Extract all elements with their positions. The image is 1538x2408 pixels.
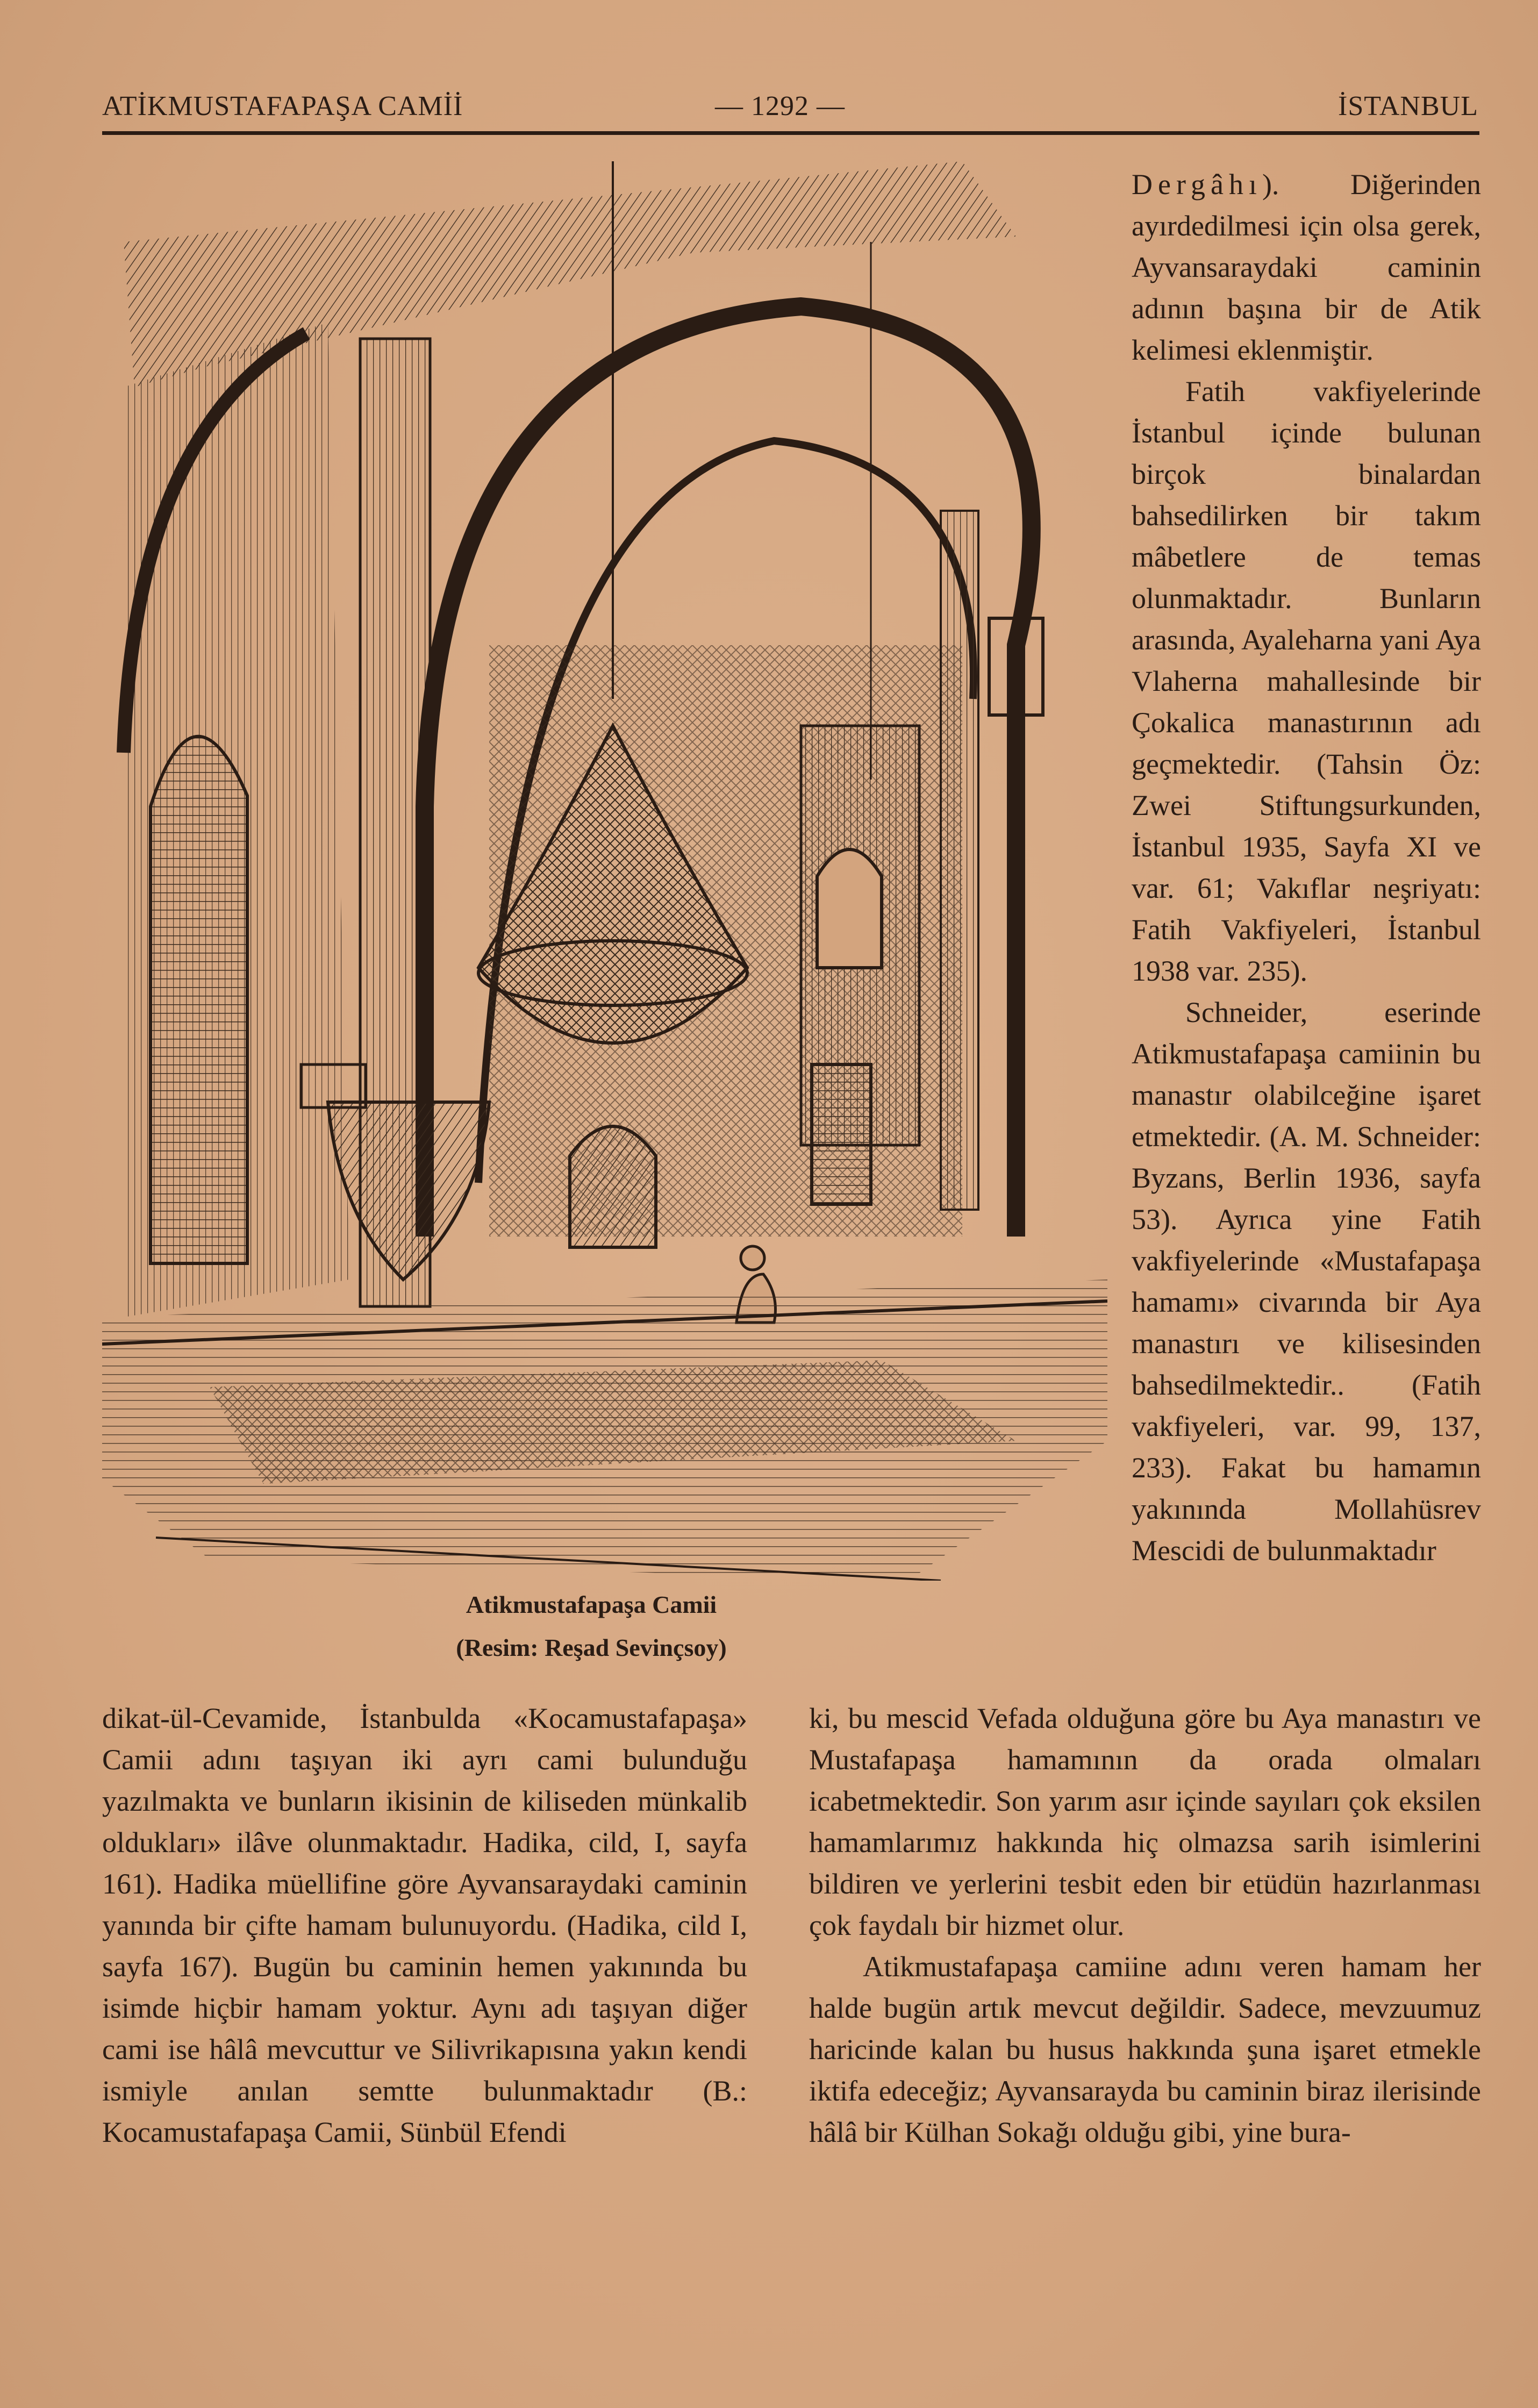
paragraph: Schneider, eserinde Atikmustafapaşa camiinin bu manastır olabilceğine işaret etmektedir. (A. M. Schneider: Byzans, Berlin 1936, sayfa 53). Ayrıca yine Fatih vakfiyelerinde «Mustafapaşa hamamı» civarında bir Aya manastırı ve kilisesinden bahsedilmektedir.. (Fatih vakfiyeleri, var. 99, 137, 233). Fakat bu hamamın yakınında Mollahüsrev Mescidi de bulunmaktadır — [1132, 996, 1481, 1567]
paragraph-text: ). Diğerinden ayırdedilmesi için olsa gerek, Ayvansaraydaki caminin adının başına bir de Atik kelimesi eklenmiştir. — [1132, 168, 1481, 366]
section-title: İSTANBUL — [1338, 91, 1478, 122]
left-column — [102, 1698, 747, 2153]
figure-caption-title: Atikmustafapaşa Camii — [466, 1591, 717, 1618]
right-column-top — [1132, 164, 1481, 1571]
header-rule — [102, 131, 1479, 135]
paragraph: ki, bu mescid Vefada olduğuna göre bu Aya manastırı ve Mustafapaşa hamamının da orada olmaları icabetmektedir. Son yarım asır içinde sayıları çok eksilen hamamlarımız hakkında hiç olmazsa sarih isimlerini bildiren ve yerlerini tesbit eden bir etüdün hazırlanması çok faydalı bir hizmet olur. — [809, 1702, 1481, 1941]
paragraph — [1132, 164, 1481, 371]
dergahi-word: Dergâhı — [1132, 168, 1262, 201]
page-number: — 1292 — — [715, 91, 845, 122]
running-title: ATİKMUSTAFAPAŞA CAMİİ — [102, 91, 463, 122]
figure-caption-credit: (Resim: Reşad Sevinçsoy) — [456, 1634, 727, 1661]
paragraph: Atikmustafapaşa camiine adını veren hamam her halde bugün artık mevcut değildir. Sadece, mevzuumuz haricinde kalan bu husus hakkında şuna işaret etmekle iktifa edeceğiz; Ayvansarayda bu caminin biraz ilerisinde hâlâ bir Külhan Sokağı olduğu gibi, yine bura- — [809, 1950, 1481, 2148]
paragraph: Fatih vakfiyelerinde İstanbul içinde bulunan birçok binalardan bahsedilirken bir takım mâbetlere de temas olunmaktadır. Bunların arasında, Ayaleharna yani Aya Vlaherna mahallesinde bir Çokalica manastırının adı geçmektedir. (Tahsin Öz: Zwei Stiftungsurkunden, İstanbul 1935, Sayfa XI ve var. 61; Vakıflar neşriyatı: Fatih Vakfiyeleri, İstanbul 1938 var. 235). — [1132, 375, 1481, 987]
right-column-bottom — [809, 1698, 1481, 2153]
page-header — [102, 81, 1478, 129]
mosque-interior-illustration — [102, 161, 1107, 1581]
paragraph: dikat-ül-Cevamide, İstanbulda «Kocamustafapaşa» Camii adını taşıyan iki ayrı cami bulunduğu yazılmakta ve bunların ikisinin de kiliseden münkalib oldukları» ilâve olunmaktadır. Hadika, cild, I, sayfa 161). Hadika müellifine göre Ayvansaraydaki caminin yanında bir çifte hamam bulunuyordu. (Hadika, cild I, sayfa 167). Bugün bu caminin hemen yakınında bu isimde hiçbir hamam yoktur. Aynı adı taşıyan diğer cami ise hâlâ mevcuttur ve Silivrikapısına yakın kendi ismiyle anılan semtte bulunmaktadır (B.: Kocamustafapaşa Camii, Sünbül Efendi — [102, 1702, 747, 2148]
